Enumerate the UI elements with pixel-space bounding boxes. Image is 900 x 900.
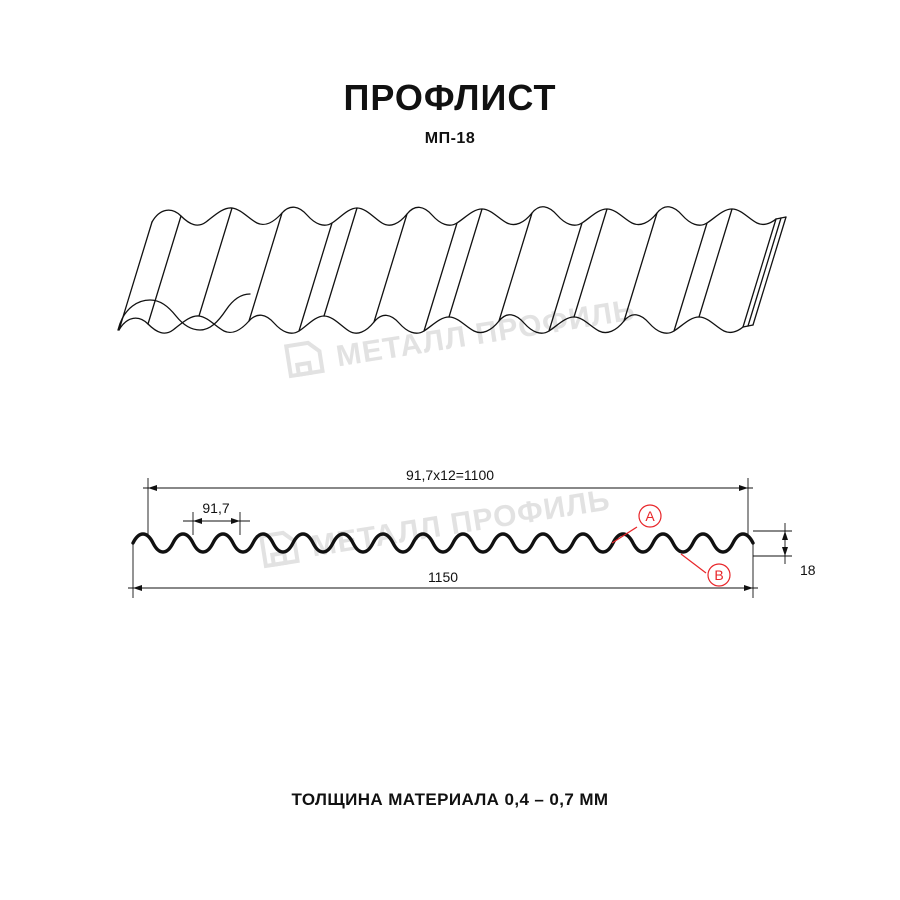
dimension-pitch-single: 91,7 — [202, 500, 230, 516]
material-thickness-note: ТОЛЩИНА МАТЕРИАЛА 0,4 – 0,7 ММ — [291, 790, 609, 809]
dimension-height: 18 — [800, 562, 816, 578]
watermark-text: МЕТАЛЛ ПРОФИЛЬ — [308, 483, 613, 564]
dimension-pitch-total: 91,7х12=1100 — [405, 467, 495, 483]
page-title: ПРОФЛИСТ — [343, 77, 557, 118]
model-subtitle: МП-18 — [424, 129, 476, 147]
dimension-overall-width: 1150 — [427, 569, 459, 585]
callout-a-label: A — [645, 508, 655, 524]
watermark-text: МЕТАЛЛ ПРОФИЛЬ — [333, 293, 638, 374]
callout-b-label: B — [714, 567, 724, 583]
